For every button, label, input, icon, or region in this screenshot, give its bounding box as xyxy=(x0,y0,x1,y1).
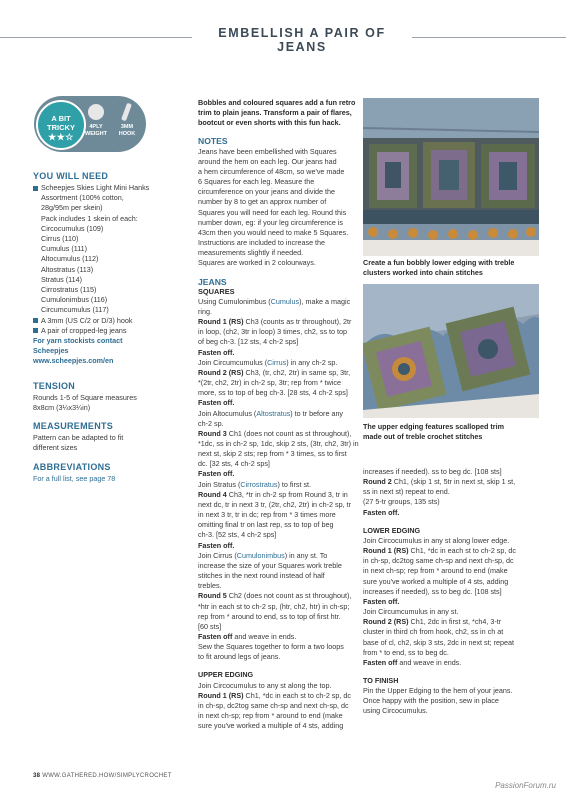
instruction-line: Round 5 Ch2 (does not count as st throughout), xyxy=(198,591,352,601)
instruction-line: Round 1 (RS) Ch3 (counts as tr throughout), 2tr xyxy=(198,317,352,327)
instruction-line: Join Stratus (Cirrostratus) to first st. xyxy=(198,479,312,489)
colour-item: Circumcumulus (117) xyxy=(41,305,109,315)
instruction-line: next st, skip 2 sts; rep from * 3 times, ss to first xyxy=(198,449,347,459)
instruction-line: Join Circumcumulus (Cirrus) in any ch-2 sp. xyxy=(198,357,338,367)
instruction-line: Fasten off. xyxy=(198,347,235,357)
tension-heading: TENSION xyxy=(33,381,76,391)
instruction-line: Join Circocumulus to any st along the top. xyxy=(198,680,332,690)
materials-list xyxy=(33,183,193,367)
measurements-heading: MEASUREMENTS xyxy=(33,421,114,431)
instruction-line: in next 3 tr, tr in dc; rep from * 3 times more xyxy=(198,510,336,520)
measurements-line: different sizes xyxy=(33,443,78,453)
instructions-column-1 xyxy=(198,98,368,731)
caption-line: The upper edging features scalloped trim xyxy=(363,422,504,431)
notes-line: number down, eg: if your leg circumference is xyxy=(198,217,344,227)
instruction-line: Join Altocumulus (Altostratus) to tr before any xyxy=(198,408,344,418)
instruction-line: ss in next st) repeat to end. xyxy=(363,487,450,497)
instruction-line: Round 2 (RS) Ch3, (tr, ch2, 2tr) in same sp, 3tr, xyxy=(198,367,351,377)
page-footer xyxy=(33,773,172,779)
notes-line: circumference on your jeans and divide the xyxy=(198,187,336,197)
tension-line: 8x8cm (3¼x3¼in) xyxy=(33,403,91,413)
hook-size-label xyxy=(114,124,140,138)
instruction-line: Fasten off and weave in ends. xyxy=(198,631,297,641)
bullet-icon xyxy=(33,186,38,191)
stockists-line: For yarn stockists contact xyxy=(33,336,123,346)
notes-heading: NOTES xyxy=(198,136,228,147)
instruction-line: cluster in third ch from hook, ch2, ss in ch at xyxy=(363,627,504,637)
material-item-line: Pack includes 1 skein of each: xyxy=(41,213,138,223)
yarn-label-2: WEIGHT xyxy=(85,131,107,137)
instruction-line: Join Circumcumulus in any st. xyxy=(363,607,459,617)
instructions-column-2 xyxy=(363,467,539,717)
instruction-line: Round 4 Ch3, *tr in ch-2 sp from Round 3, tr in xyxy=(198,489,348,499)
material-item: A pair of cropped-leg jeans xyxy=(41,325,127,335)
instruction-line: Fasten off. xyxy=(363,596,400,606)
colour-item: Altocumulus (112) xyxy=(41,254,99,264)
stockists-brand: Scheepjes xyxy=(33,346,69,356)
instruction-line: *(2tr, ch2, 2tr) in ch-2 sp, 3tr; rep from * twice xyxy=(198,378,341,388)
colour-item: Cumulonimbus (116) xyxy=(41,295,108,305)
instruction-line: Once happy with the position, sew in place xyxy=(363,696,499,706)
hook-label-1: 3MM xyxy=(120,124,134,130)
instruction-line: (27 5-tr groups, 135 sts) xyxy=(363,497,440,507)
instruction-line: next dc, tr in next 3 tr, (2tr, ch2, 2tr) in ch-2 sp, tr xyxy=(198,499,351,509)
abbreviations-link[interactable]: For a full list, see page 78 xyxy=(33,474,116,483)
tension-text xyxy=(33,393,193,413)
intro-line: trim to plain jeans. Transform a pair of flares, xyxy=(198,108,352,118)
instruction-line: Fasten off and weave in ends. xyxy=(363,657,462,667)
instruction-line: Round 2 (RS) Ch1, 2dc in first st, *ch4, 3-tr xyxy=(363,617,502,627)
caption-line: clusters worked into chain stitches xyxy=(363,268,483,277)
notes-line: Squares you will need for each leg. Round this xyxy=(198,207,347,217)
instruction-line: sure you've worked a multiple of 4 sts, adding xyxy=(198,721,344,731)
instruction-line: Fasten off. xyxy=(198,398,235,408)
colour-item: Cirrostratus (115) xyxy=(41,285,97,295)
notes-line: measurements slightly if needed. xyxy=(198,248,304,258)
notes-line: Squares are worked in 2 colourways. xyxy=(198,258,316,268)
to-finish-heading: TO FINISH xyxy=(363,675,399,685)
measurements-line: Pattern can be adapted to fit xyxy=(33,433,124,442)
instruction-line: base of cl, ch2, skip 3 sts, 2dc in next st; repeat xyxy=(363,637,515,647)
watermark: PassionForum.ru xyxy=(495,781,556,790)
instruction-line: ch-2 sp. xyxy=(198,418,224,428)
instruction-line: using Circocumulus. xyxy=(363,706,428,716)
instruction-line: of beg ch-3. [12 sts, 4 ch-2 sps] xyxy=(198,337,299,347)
notes-line: 43cm then you would need to make 5 Squares. xyxy=(198,227,349,237)
instruction-line: in ch-sp, dc2tog same ch-sp and next ch-sp, dc xyxy=(198,700,349,710)
page-number: 38 xyxy=(33,773,41,779)
notes-line: Jeans have been embellished with Squares xyxy=(198,146,337,156)
instruction-line: in loop, (ch2, 3tr in loop) 3 times, ch2, ss to top xyxy=(198,327,348,337)
bullet-icon xyxy=(33,328,38,333)
material-item-line: 28g/95m per skein) xyxy=(41,203,103,213)
tension-line: Rounds 1-5 of Square measures xyxy=(33,393,137,402)
instruction-line: from * to end, ss to beg dc. xyxy=(363,647,449,657)
abbreviations-heading: ABBREVIATIONS xyxy=(33,462,111,472)
instruction-line: *1dc, ss in ch-2 sp, 1dc, skip 2 sts, (3tr, ch2, 3tr) in xyxy=(198,439,359,448)
instruction-line: Sew the Squares together to form a two loops xyxy=(198,642,344,652)
footer-url[interactable]: WWW.GATHERED.HOW/SIMPLYCROCHET xyxy=(42,773,172,779)
instruction-line: Join Circocumulus in any st along lower edge. xyxy=(363,535,510,545)
instruction-line: to fit around legs of jeans. xyxy=(198,652,281,662)
material-item: A 3mm (US C/2 or D/3) hook xyxy=(41,315,133,325)
notes-line: 6 Squares for each leg. Measure the xyxy=(198,177,315,187)
instruction-line: more, ss to top of beg ch-3. [28 sts, 4 ch-2 sps] xyxy=(198,388,348,398)
skill-level-badge xyxy=(36,100,86,150)
you-will-need-heading: YOU WILL NEED xyxy=(33,171,109,181)
instruction-line: Fasten off. xyxy=(198,540,235,550)
notes-line: number by 8 to get an approx number of xyxy=(198,197,327,207)
photo-caption-2 xyxy=(363,422,558,442)
bullet-icon xyxy=(33,318,38,323)
skill-level-label: A BIT TRICKY xyxy=(47,114,75,132)
instruction-line: Pin the Upper Edging to the hem of your jeans. xyxy=(363,686,513,696)
header-rule-right xyxy=(412,37,566,38)
colour-item: Altostratus (113) xyxy=(41,264,94,274)
skill-stars: ★★☆ xyxy=(48,132,74,142)
instruction-line: [60 sts] xyxy=(198,621,222,631)
header-rule-left xyxy=(0,37,192,38)
jeans-heading: JEANS xyxy=(198,276,227,287)
colour-item: Circocumulus (109) xyxy=(41,223,104,233)
instruction-line: Fasten off. xyxy=(363,507,400,517)
instruction-line: dc. [32 sts, 4 ch-2 sps] xyxy=(198,459,270,469)
colour-item: Stratus (114) xyxy=(41,274,83,284)
intro-line: bootcut or even shorts with this fun hack. xyxy=(198,118,341,128)
instruction-line: ring. xyxy=(198,306,212,316)
instruction-line: Using Cumulonimbus (Cumulus), make a magic xyxy=(198,296,351,306)
instruction-line: rep from * around to end, ss to top of first htr. xyxy=(198,611,341,621)
material-item-line: Assortment (100% cotton, xyxy=(41,193,124,203)
instruction-line: omitting final tr on last rep, ss to top of beg xyxy=(198,520,334,530)
intro-line: Bobbles and coloured squares add a fun retro xyxy=(198,98,356,107)
instruction-line: Join Cirrus (Cumulonimbus) in any st. To xyxy=(198,550,328,560)
notes-line: around the hem on each leg. Our jeans had xyxy=(198,156,337,166)
jeans-lower-edging-photo xyxy=(363,98,539,256)
yarn-ball-icon xyxy=(88,104,104,120)
instruction-line: Round 1 (RS) Ch1, *dc in each st to ch-2 sp, dc xyxy=(198,690,351,700)
instruction-line: in next ch-sp; rep from * around to end (make xyxy=(363,566,508,576)
squares-heading: SQUARES xyxy=(198,286,235,296)
yarn-weight-label xyxy=(84,124,108,138)
instruction-line: stitches in the next round instead of half xyxy=(198,571,325,581)
page-title: EMBELLISH A PAIR OF JEANS xyxy=(218,26,386,54)
stockists-link[interactable]: www.scheepjes.com/en xyxy=(33,356,114,366)
jeans-upper-edging-photo xyxy=(363,284,539,418)
yarn-label-1: 4PLY xyxy=(89,124,103,130)
hook-label-2: HOOK xyxy=(118,131,136,137)
lower-edging-heading: LOWER EDGING xyxy=(363,525,421,535)
instruction-line: in ch-sp, dc2tog same ch-sp and next ch-sp, dc xyxy=(363,556,514,566)
instruction-line: ch-3. [52 sts, 4 ch-2 sps] xyxy=(198,530,277,540)
instruction-line: in next ch-sp; rep from * around to end (make xyxy=(198,711,343,721)
colour-item: Cirrus (110) xyxy=(41,234,79,244)
instruction-line: Round 3 Ch1 (does not count as st throughout), xyxy=(198,428,352,438)
notes-line: Instructions are included to increase the xyxy=(198,238,326,248)
instruction-line: sure you've worked a multiple of 4 sts, adding xyxy=(363,576,509,586)
instruction-line: increases if needed), ss to beg dc. [108 sts] xyxy=(363,586,502,596)
abbreviations-text xyxy=(33,474,193,484)
instruction-line: Round 1 (RS) Ch1, *dc in each st to ch-2 sp, dc xyxy=(363,546,516,556)
notes-line: a hem circumference of 48cm, so we've made xyxy=(198,166,345,176)
measurements-text xyxy=(33,433,193,453)
upper-edging-heading: UPPER EDGING xyxy=(198,670,254,680)
material-item: Scheepjes Skies Light Mini Hanks xyxy=(41,183,150,192)
instruction-line: Fasten off. xyxy=(198,469,235,479)
photo-caption-1 xyxy=(363,258,558,278)
instruction-line: increases if needed). ss to beg dc. [108 sts] xyxy=(363,467,502,476)
instruction-line: *htr in each st to ch-2 sp, (htr, ch2, htr) in ch-sp; xyxy=(198,601,350,611)
instruction-line: increase the size of your Squares work treble xyxy=(198,560,342,570)
instruction-line: Round 2 Ch1, (skip 1 st, 5tr in next st, skip 1 st, xyxy=(363,477,516,487)
colour-item: Cumulus (111) xyxy=(41,244,88,254)
instruction-line: trebles. xyxy=(198,581,222,591)
caption-line: made out of treble crochet stitches xyxy=(363,432,483,441)
caption-line: Create a fun bobbly lower edging with treble xyxy=(363,258,515,267)
